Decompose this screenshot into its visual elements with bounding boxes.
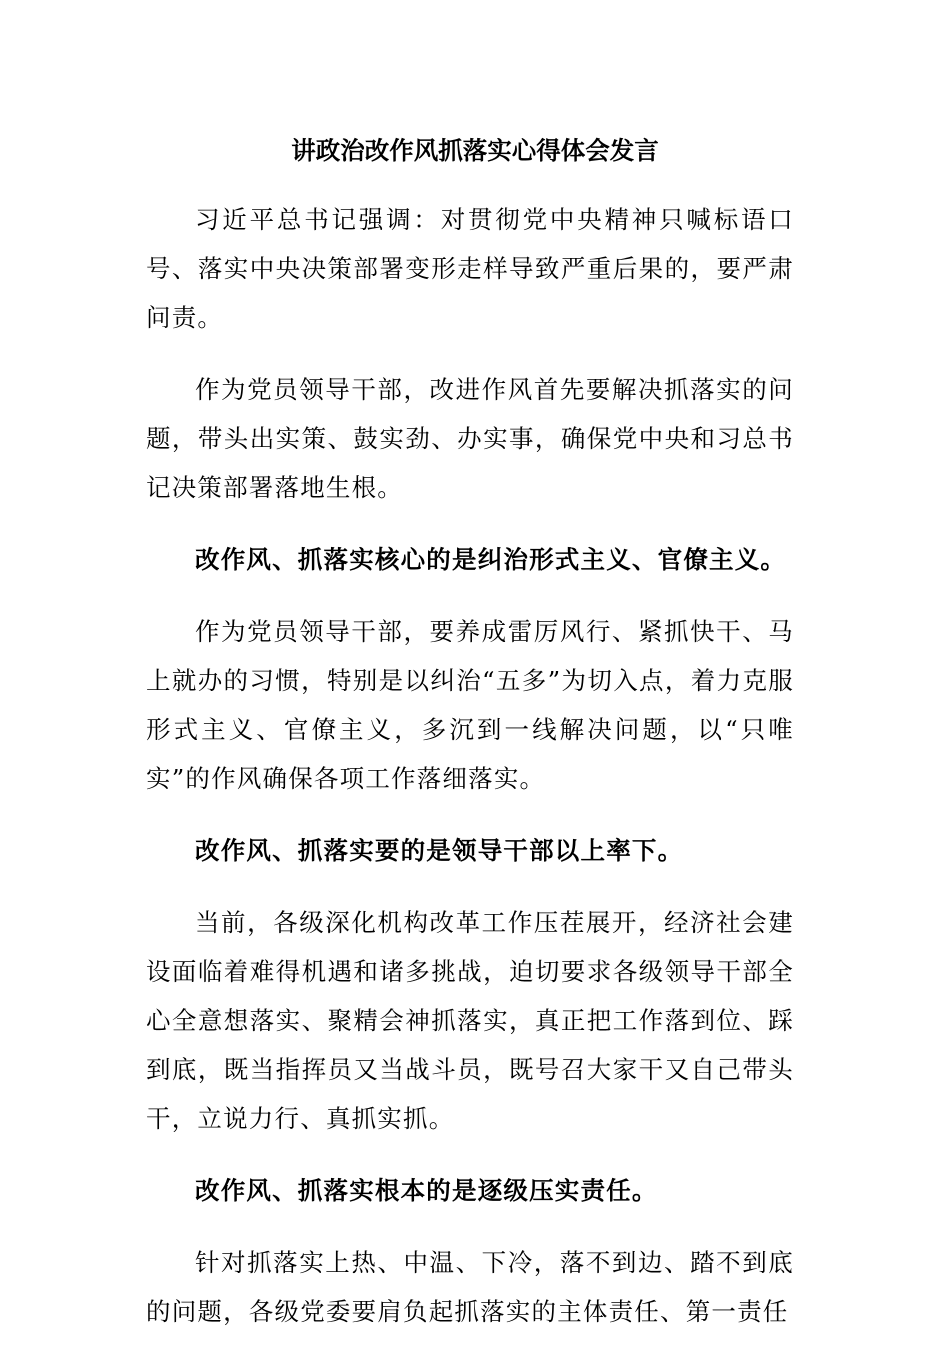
section-heading-3: 改作风、抓落实根本的是逐级压实责任。 (195, 1176, 658, 1205)
paragraph-4: 当前，各级深化机构改革工作压茬展开，经济社会建设面临着难得机遇和诸多挑战，迫切要求各级领导干部全心全意想落实、聚精会神抓落实，真正把工作落到位、踩到底，既当指挥员又当战斗员，既号召大家干又自己带头干，立说力行、真抓实抓。 (146, 908, 794, 1133)
document-title: 讲政治改作风抓落实心得体会发言 (291, 136, 659, 165)
section-heading-1: 改作风、抓落实核心的是纠治形式主义、官僚主义。 (195, 545, 787, 574)
paragraph-1: 习近平总书记强调：对贯彻党中央精神只喊标语口号、落实中央决策部署变形走样导致严重后果的，要严肃问责。 (146, 205, 794, 332)
paragraph-2: 作为党员领导干部，改进作风首先要解决抓落实的问题，带头出实策、鼓实劲、办实事，确保党中央和习总书记决策部署落地生根。 (146, 375, 794, 502)
paragraph-3: 作为党员领导干部，要养成雷厉风行、紧抓快干、马上就办的习惯，特别是以纠治“五多”为切入点，着力克服形式主义、官僚主义，多沉到一线解决问题，以“只唯实”的作风确保各项工作落细落实。 (146, 617, 794, 793)
document-body (146, 195, 794, 1359)
paragraph-5: 针对抓落实上热、中温、下冷，落不到边、踏不到底的问题，各级党委要肩负起抓落实的主体责任、第一责任 (146, 1248, 794, 1326)
section-heading-2: 改作风、抓落实要的是领导干部以上率下。 (195, 836, 684, 865)
